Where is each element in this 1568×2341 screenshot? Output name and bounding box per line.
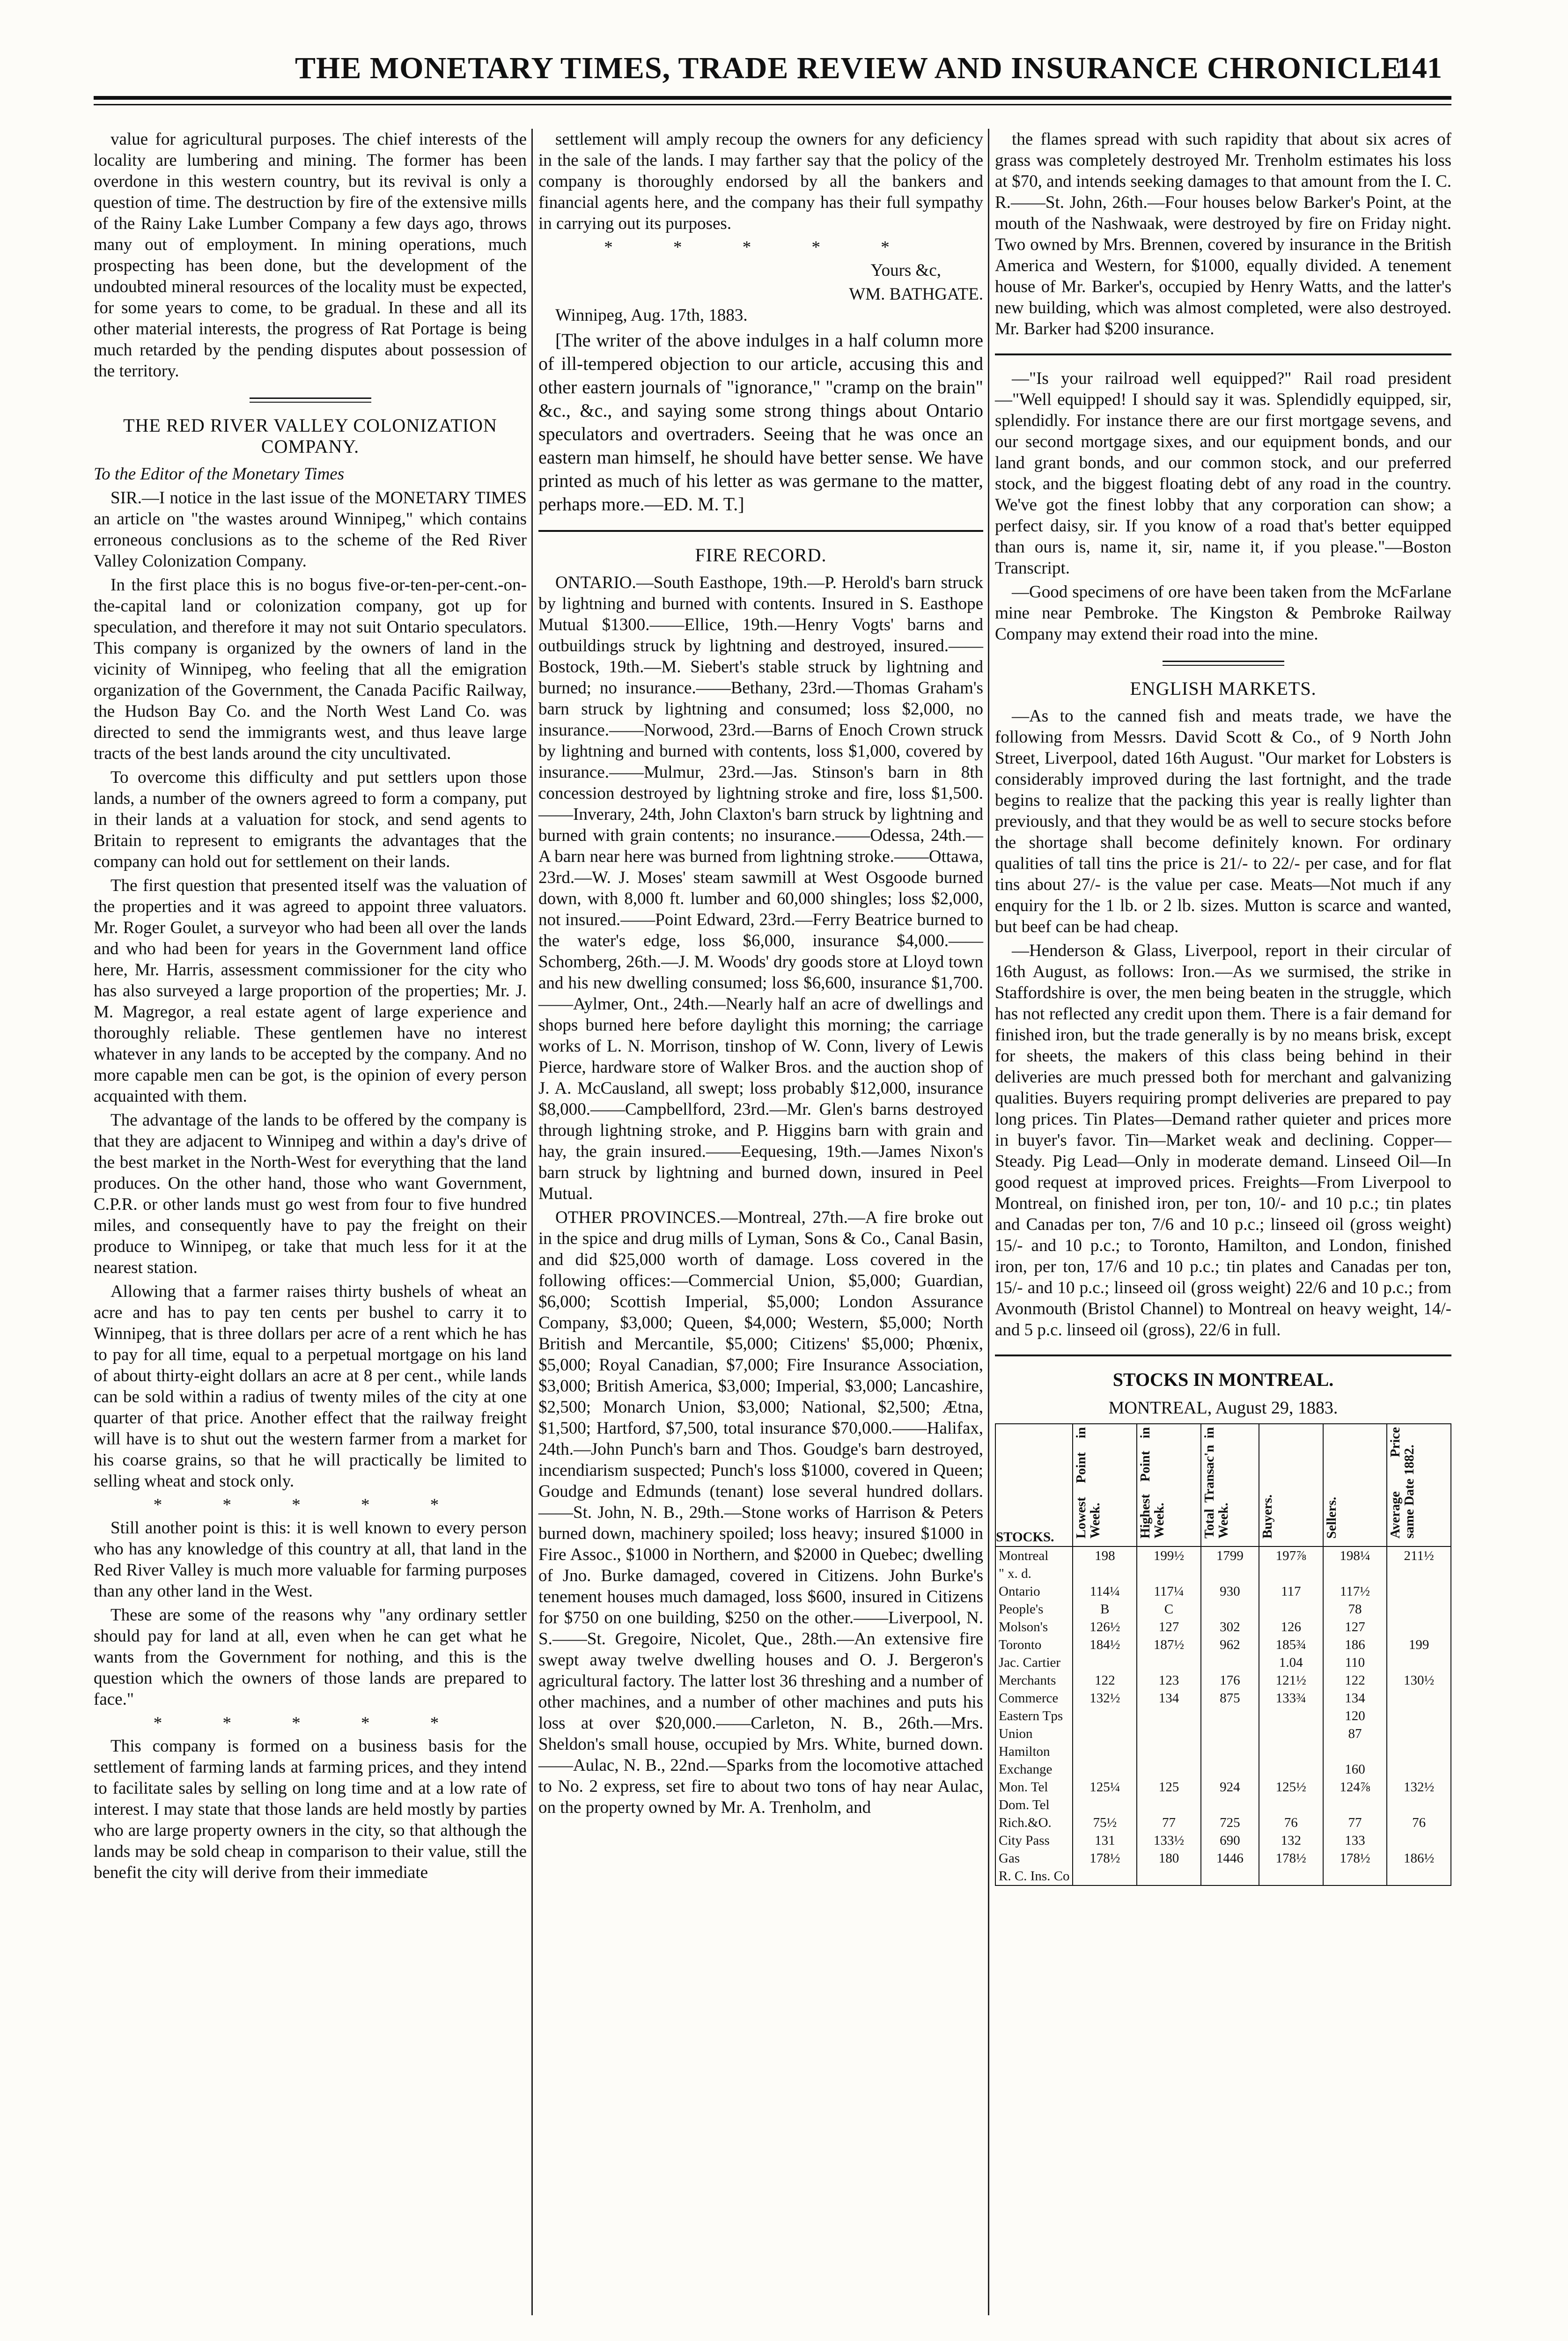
stock-cell: B bbox=[1073, 1600, 1137, 1618]
markets-paragraph: —Henderson & Glass, Liverpool, report in their circular of 16th August, as follows: Iron.—As we surmised, the strike in Staffordshire is over, the men being beaten in the struggle, which has not reflected any credit upon them. There is a fair demand for finished iron, but the trade generally is by no means brisk, except for sheets, the makers of this class being behind in their deliveries are much pressed both for merchant and galvanizing qualities. Buyers requiring prompt deliveries are prepared to pay long prices. Tin Plates—Demand rather quieter and prices more in buyer's favor. Tin—Market weak and declining. Copper—Steady. Pig Lead—Only in moderate demand. Linseed Oil—In good request at improved prices. Freights—From Liverpool to Montreal, on finished iron, per ton, 10/- and 10 p.c.; tin plates and Canadas per ton, 7/6 and 10 p.c.; linseed oil (gross weight) 15/- and 10 p.c.; to Toronto, Hamilton, and London, finished iron, per ton, 17/6 and 10 p.c.; tin plates and Canadas per ton, 15/- and 10 p.c.; linseed oil (gross weight) 22/6 and 10 p.c.; from Avonmouth (Bristol Channel) to Montreal on heavy weight, 14/- and 5 p.c. linseed oil (gross), 22/6 in full. bbox=[995, 941, 1451, 1340]
column-header-average: Average Price same Date 1882. bbox=[1387, 1424, 1451, 1546]
stock-name: People's bbox=[995, 1600, 1073, 1618]
fire-record-other-provinces: OTHER PROVINCES.—Montreal, 27th.—A fire broke out in the spice and drug mills of Lyman, Sons & Co., Canal Basin, and did $25,000 worth of damage. Loss covered in the following offices:—Commercial Union, $5,000; Guardian, $6,000; Scottish Imperial, $5,000; London Assurance Company, $3,000; Queen, $4,000; Western, $5,000; North British and Mercantile, $5,000; Citizens' $5,000; Phœnix, $5,000; Royal Canadian, $7,000; Fire Insurance Association, $3,000; British America, $3,000; Imperial, $3,000; Lancashire, $2,500; Monarch Union, $3,000; National, $2,500; Ætna, $1,500; Hartford, $7,500, total insurance $70,000.——Halifax, 24th.—John Punch's barn and Thos. Goudge's barn destroyed, incendiarism suspected; Punch's loss $1000, covered in Queen; Goudge and Edmunds (tenant) lose several hundred dollars.——St. John, N. B., 29th.—Stone works of Harrison & Peters burned down, machinery spoiled; loss heavy; insured $1000 in Fire Assoc., $1000 in Northern, and $2000 in Quebec; dwelling of Jno. Burke damaged, covered in Citizens. John Burke's tenement houses much damaged, loss $600, insured in Citizens for $750 on one building, $250 on the other.——Liverpool, N. S.——St. Gregoire, Nicolet, Que., 28th.—An extensive fire swept away twelve dwelling houses and O. J. Bergeron's agricultural factory. The latter lost 36 threshing and a number of other machines, and a number of other machines and puts his loss at over $20,000.——Carleton, N. B., 26th.—Mrs. Sheldon's small house, occupied by Mrs. White, burned down.——Aulac, N. B., 22nd.—Sparks from the locomotive attached to No. 2 express, set fire to about two tons of hay near Aulac, on the property owned by Mr. A. Trenholm, and bbox=[538, 1208, 983, 1817]
letter-paragraph: This company is formed on a business basis for the settlement of farming lands at farming prices, and they intend to facilitate sales by selling on long time and at a low rate of interest. I may state that those lands are held mostly by parties who are large property owners in the city, so that although the lands may be sold cheap in comparison to their value, still the benefit the city will derive from their immediate bbox=[94, 1737, 527, 1882]
stock-cell bbox=[1201, 1707, 1259, 1725]
table-row bbox=[995, 1546, 1451, 1565]
stock-cell: 134 bbox=[1137, 1689, 1201, 1707]
table-row bbox=[995, 1778, 1451, 1796]
stock-cell: 75½ bbox=[1073, 1814, 1137, 1832]
markets-paragraph: —As to the canned fish and meats trade, we have the following from Messrs. David Scott & Co., of 9 North John Street, Liverpool, dated 16th August. "Our market for Lobsters is considerably improved during the last fortnight, and the trade begins to realize that the packing this year is really lighter than previously, and that they would be as well to secure stocks before the shortage shall become definitely known. For ordinary qualities of tall tins the price is 21/- to 22/- per case, and for flat tins about 27/- is the value per case. Meats—Not much if any enquiry for the 1 lb. or 2 lb. sizes. Mutton is scarce and wanted, but beef can be had cheap. bbox=[995, 707, 1451, 936]
stock-cell: 126½ bbox=[1073, 1618, 1137, 1636]
stock-cell: 130½ bbox=[1387, 1671, 1451, 1689]
stock-cell bbox=[1259, 1565, 1323, 1583]
stock-cell: 725 bbox=[1201, 1814, 1259, 1832]
stock-cell: 178½ bbox=[1259, 1849, 1323, 1867]
column-header-total: Total Transac'n in Week. bbox=[1201, 1424, 1259, 1546]
stock-name: Montreal bbox=[995, 1546, 1073, 1565]
table-row bbox=[995, 1565, 1451, 1583]
stock-cell bbox=[1323, 1565, 1387, 1583]
letter-paragraph: Still another point is this: it is well known to every person who has any knowledge of this country at all, that land in the Red River Valley is much more valuable for farming purposes than any other land in the West. bbox=[94, 1518, 527, 1601]
table-row bbox=[995, 1636, 1451, 1654]
stock-name: Rich.&O. bbox=[995, 1814, 1073, 1832]
stock-cell bbox=[1387, 1707, 1451, 1725]
letter-paragraph: In the first place this is no bogus five-or-ten-per-cent.-on-the-capital land or colonization company, got up for speculation, and therefore it may not suit Ontario speculators. This company is organized by the owners of land in the vicinity of Winnipeg, who feeling that all the emigration organization of the Government, the Canada Pacific Railway, the Hudson Bay Co. and the North West Land Co. was directed to send the immigrants west, and thus leave large tracts of the best lands around the city uncultivated. bbox=[94, 575, 527, 763]
stock-cell: 1799 bbox=[1201, 1546, 1259, 1565]
stock-cell: 1.04 bbox=[1259, 1654, 1323, 1671]
stock-name: Jac. Cartier bbox=[995, 1654, 1073, 1671]
stock-cell bbox=[1137, 1743, 1201, 1760]
stock-cell bbox=[1259, 1760, 1323, 1778]
stock-cell: 127 bbox=[1137, 1618, 1201, 1636]
table-row bbox=[995, 1654, 1451, 1671]
letter-paragraph: settlement will amply recoup the owners for any deficiency in the sale of the lands. I may farther say that the policy of the company is thoroughly endorsed by all the bankers and financial agents here, and the company has their full sympathy in carrying out its purposes. bbox=[538, 130, 983, 233]
header-rule-thin bbox=[94, 104, 1451, 105]
stock-cell: 127 bbox=[1323, 1618, 1387, 1636]
column-header-sellers: Sellers. bbox=[1323, 1424, 1387, 1546]
column-header-stocks: STOCKS. bbox=[995, 1424, 1073, 1546]
stock-cell bbox=[1387, 1583, 1451, 1600]
stock-cell bbox=[1387, 1743, 1451, 1760]
stock-cell: 117 bbox=[1259, 1583, 1323, 1600]
page-header bbox=[94, 51, 1451, 93]
letter-paragraph: Allowing that a farmer raises thirty bushels of wheat an acre and has to pay ten cents per bushel to carry it to Winnipeg, that is three dollars per acre of a rent which he has to pay for all time, equal to a perpetual mortgage on his land of about thirty-eight dollars an acre at 8 per cent., while lands can be sold within a radius of twenty miles of the city at one quarter of that price. Another effect that the railway freight will have is to shut out the western farmer from a market for his coarse grains, so that he will practically be limited to selling wheat and stock only. bbox=[94, 1282, 527, 1491]
column-divider-2 bbox=[988, 129, 989, 2315]
letter-signature: WM. BATHGATE. bbox=[849, 285, 983, 304]
stock-cell: 87 bbox=[1323, 1725, 1387, 1743]
stock-cell bbox=[1387, 1618, 1451, 1636]
stock-cell bbox=[1201, 1760, 1259, 1778]
fire-record-continuation: the flames spread with such rapidity that about six acres of grass was completely destroyed Mr. Trenholm estimates his loss at $70, and intends seeking damages to that amount from the I. C. R.——St. John, 26th.—Four houses below Barker's Point, at the mouth of the Nashwaak, were destroyed by fire on Friday night. Two owned by Mrs. Brennen, covered by insurance in the British America and Western, for $1000, equally divided. A tenement house of Mr. Barker's, occupied by Henry Watts, and the latter's new building, which was almost completed, were also destroyed. Mr. Barker had $200 insurance. bbox=[995, 130, 1451, 339]
table-row bbox=[995, 1707, 1451, 1725]
stock-cell bbox=[1201, 1867, 1259, 1885]
stock-cell bbox=[1387, 1867, 1451, 1885]
section-rule bbox=[995, 1355, 1451, 1359]
stock-cell bbox=[1137, 1707, 1201, 1725]
stock-cell: 123 bbox=[1137, 1671, 1201, 1689]
stock-cell: 132½ bbox=[1387, 1778, 1451, 1796]
stock-name: Toronto bbox=[995, 1636, 1073, 1654]
stock-cell bbox=[1201, 1565, 1259, 1583]
stock-cell bbox=[1073, 1725, 1137, 1743]
railroad-anecdote: —"Is your railroad well equipped?" Rail road president—"Well equipped! I should say it was. Splendidly equipped, sir, splendidly. For instance there are our first mortgage sevens, and our second mortgage sixes, and our equipment bonds, and our land grant bonds, and our common stock, and our preferred stock, and the biggest floating debt of any road in the country. We've got the finest lobby that any corporation can show; a perfect daisy, sir. If you know of a road that's better equipped than ours is, name it, sir, name it, if you please."—Boston Transcript. bbox=[995, 369, 1451, 578]
stock-cell: 125 bbox=[1137, 1778, 1201, 1796]
letter-dateline: Winnipeg, Aug. 17th, 1883. bbox=[555, 306, 748, 325]
column-3 bbox=[995, 129, 1451, 1886]
stock-cell: 199½ bbox=[1137, 1546, 1201, 1565]
stock-cell: 924 bbox=[1201, 1778, 1259, 1796]
header-rule-thick bbox=[94, 96, 1451, 100]
table-row bbox=[995, 1618, 1451, 1636]
stock-name: Exchange bbox=[995, 1760, 1073, 1778]
stock-cell: 180 bbox=[1137, 1849, 1201, 1867]
stock-cell: 930 bbox=[1201, 1583, 1259, 1600]
stock-cell: 120 bbox=[1323, 1707, 1387, 1725]
table-row bbox=[995, 1583, 1451, 1600]
stock-cell bbox=[1259, 1796, 1323, 1814]
article-separator bbox=[250, 398, 371, 403]
stock-cell bbox=[1323, 1867, 1387, 1885]
stock-cell: 962 bbox=[1201, 1636, 1259, 1654]
column-header-lowest: Lowest Point in Week. bbox=[1073, 1424, 1137, 1546]
column-2 bbox=[538, 129, 983, 1821]
letter-paragraph: The advantage of the lands to be offered by the company is that they are adjacent to Winnipeg and within a day's drive of the best market in the North-West for everything that the land produces. On the other hand, those who want Government, C.P.R. or other lands must go west from four to five hundred miles, and consequently have to pay the freight on their produce to Winnipeg, or take that much less for it at the nearest station. bbox=[94, 1111, 527, 1277]
stock-cell bbox=[1137, 1867, 1201, 1885]
stock-cell: 132 bbox=[1259, 1832, 1323, 1849]
table-row bbox=[995, 1671, 1451, 1689]
stock-name: Commerce bbox=[995, 1689, 1073, 1707]
table-row bbox=[995, 1760, 1451, 1778]
stock-cell: 134 bbox=[1323, 1689, 1387, 1707]
stock-cell: 76 bbox=[1387, 1814, 1451, 1832]
stocks-table-header-row bbox=[995, 1424, 1451, 1546]
stock-cell: 160 bbox=[1323, 1760, 1387, 1778]
stock-cell: 114¼ bbox=[1073, 1583, 1137, 1600]
stock-cell: 77 bbox=[1323, 1814, 1387, 1832]
letter-paragraph: To overcome this difficulty and put settlers upon those lands, a number of the owners agreed to form a company, put in their lands at a valuation for stock, and send agents to Britain to represent to emigrants the advantages that the company can hold out for settlement on their lands. bbox=[94, 768, 527, 871]
letter-paragraph: The first question that presented itself was the valuation of the properties and it was agreed to appoint three valuators. Mr. Roger Goulet, a surveyor who had been all over the lands and who had been for years in the Government land office here, Mr. Harris, assessment commissioner for the city who has also surveyed a large proportion of the properties; Mr. J. M. Magregor, a real estate agent of large experience and thoroughly reliable. These gentlemen have no interest whatever in any lands to be accepted by the company. And no more capable men can be got, is the opinion of every person acquainted with them. bbox=[94, 876, 527, 1106]
stock-cell bbox=[1259, 1867, 1323, 1885]
stock-cell: 126 bbox=[1259, 1618, 1323, 1636]
stock-cell: 184½ bbox=[1073, 1636, 1137, 1654]
stock-cell bbox=[1259, 1743, 1323, 1760]
stock-cell bbox=[1323, 1796, 1387, 1814]
stock-cell bbox=[1073, 1654, 1137, 1671]
stock-cell bbox=[1387, 1760, 1451, 1778]
article-separator bbox=[1163, 661, 1284, 666]
table-row bbox=[995, 1814, 1451, 1832]
fire-record-ontario: ONTARIO.—South Easthope, 19th.—P. Herold's barn struck by lightning and burned with contents. Insured in S. Easthope Mutual $1300.——Ellice, 19th.—Henry Vogts' barns and outbuildings struck by lightning and destroyed, insured.——Bostock, 19th.—M. Siebert's stable struck by lightning and burned; no insurance.——Bethany, 23rd.—Thomas Graham's barn struck by lightning and consumed; loss $2,000, no insurance.——Norwood, 23rd.—Barns of Enoch Crown struck by lightning and burned with contents, loss $1,000, covered by insurance.——Mulmur, 23rd.—Jas. Stinson's barn in 8th concession destroyed by lightning stroke and fire, loss $1,500.——Inverary, 24th, John Claxton's barn struck by lightning and burned with grain contents; no insurance.——Odessa, 24th.—A barn near here was burned from lightning stroke.——Ottawa, 23rd.—W. J. Moses' steam sawmill at West Osgoode burned down, with 8,000 ft. lumber and 60,000 shingles; loss $2,000, not insured.——Point Edward, 23rd.—Ferry Beatrice burned to the water's edge, loss $6,000, insurance $4,000.——Schomberg, 26th.—J. M. Woods' dry goods store at Lloyd town and his new dwelling consumed; loss $6,600, insurance $1,700.——Aylmer, Ont., 24th.—Nearly half an acre of dwellings and shops burned here before daylight this morning; the carriage works of L. N. Morrison, tinshop of W. Conn, livery of Lewis Pierce, hardware store of Walker Bros. and the auction shop of J. A. McCausland, all swept; loss probably $12,000, insurance $8,000.——Campbellford, 23rd.—Mr. Glen's barns destroyed through lightning stroke, and P. Higgins barn with grain and hay, the grain insured.——Eequesing, 19th.—James Nixon's barn struck by lightning and burned down, insured in Peel Mutual. bbox=[538, 573, 983, 1203]
ellipsis-stars: * * * * * bbox=[153, 1714, 467, 1733]
stock-name: Ontario bbox=[995, 1583, 1073, 1600]
stock-cell bbox=[1137, 1760, 1201, 1778]
newspaper-title: THE MONETARY TIMES, TRADE REVIEW AND INSURANCE CHRONICLE bbox=[295, 51, 1402, 85]
stock-cell: 186½ bbox=[1387, 1849, 1451, 1867]
stock-cell: 198 bbox=[1073, 1546, 1137, 1565]
stock-name: Gas bbox=[995, 1849, 1073, 1867]
letter-paragraph: SIR.—I notice in the last issue of the MONETARY TIMES an article on "the wastes around Winnipeg," which contains erroneous conclusions as to the scheme of the Red River Valley Colonization Company. bbox=[94, 488, 527, 571]
table-row bbox=[995, 1743, 1451, 1760]
fire-record-heading: FIRE RECORD. bbox=[695, 545, 827, 566]
stock-cell: 125½ bbox=[1259, 1778, 1323, 1796]
stock-cell: 121½ bbox=[1259, 1671, 1323, 1689]
section-rule bbox=[538, 530, 983, 534]
stock-name: Eastern Tps bbox=[995, 1707, 1073, 1725]
editor-note: [The writer of the above indulges in a half column more of ill-tempered objection to our article, accusing this and other eastern journals of "ignorance," "cramp on the brain" &c., &c., and saying some strong things about Ontario speculators and overtraders. Seeing that he was once an eastern man himself, he should have better sense. We have printed as much of his letter as was germane to the matter, perhaps more.—ED. M. T.] bbox=[538, 330, 983, 515]
table-row bbox=[995, 1867, 1451, 1885]
stock-name: Molson's bbox=[995, 1618, 1073, 1636]
table-row bbox=[995, 1796, 1451, 1814]
stock-cell bbox=[1387, 1565, 1451, 1583]
stock-name: Union bbox=[995, 1725, 1073, 1743]
stock-name: City Pass bbox=[995, 1832, 1073, 1849]
stock-cell: 875 bbox=[1201, 1689, 1259, 1707]
stock-cell bbox=[1073, 1743, 1137, 1760]
stock-cell: 176 bbox=[1201, 1671, 1259, 1689]
stock-cell: 302 bbox=[1201, 1618, 1259, 1636]
stock-cell: 131 bbox=[1073, 1832, 1137, 1849]
column-header-highest: Highest Point in Week. bbox=[1137, 1424, 1201, 1546]
english-markets-heading: ENGLISH MARKETS. bbox=[1130, 678, 1317, 699]
stock-cell bbox=[1073, 1707, 1137, 1725]
stock-cell: 132½ bbox=[1073, 1689, 1137, 1707]
stock-cell: 122 bbox=[1323, 1671, 1387, 1689]
letter-closing: Yours &c, bbox=[870, 261, 941, 280]
table-row bbox=[995, 1849, 1451, 1867]
stock-cell: C bbox=[1137, 1600, 1201, 1618]
stock-cell: 117½ bbox=[1323, 1583, 1387, 1600]
stock-name: Merchants bbox=[995, 1671, 1073, 1689]
stock-cell bbox=[1073, 1565, 1137, 1583]
table-row bbox=[995, 1725, 1451, 1743]
article-heading: THE RED RIVER VALLEY COLONIZATION COMPANY. bbox=[123, 415, 497, 457]
stock-cell bbox=[1201, 1600, 1259, 1618]
column-divider-1 bbox=[531, 129, 533, 2315]
stock-cell: 178½ bbox=[1323, 1849, 1387, 1867]
stock-name: Hamilton bbox=[995, 1743, 1073, 1760]
stock-cell: 124⅞ bbox=[1323, 1778, 1387, 1796]
stock-cell: 178½ bbox=[1073, 1849, 1137, 1867]
page-number: 141 bbox=[1397, 51, 1442, 84]
stock-cell bbox=[1259, 1600, 1323, 1618]
stock-cell: 187½ bbox=[1137, 1636, 1201, 1654]
column-header-buyers: Buyers. bbox=[1259, 1424, 1323, 1546]
stock-cell bbox=[1259, 1707, 1323, 1725]
stock-cell: 211½ bbox=[1387, 1546, 1451, 1565]
stock-cell: 77 bbox=[1137, 1814, 1201, 1832]
stock-cell: 110 bbox=[1323, 1654, 1387, 1671]
table-row bbox=[995, 1832, 1451, 1849]
stock-cell bbox=[1137, 1725, 1201, 1743]
stock-cell: 117¼ bbox=[1137, 1583, 1201, 1600]
stock-cell bbox=[1073, 1760, 1137, 1778]
stock-cell: 76 bbox=[1259, 1814, 1323, 1832]
stock-cell bbox=[1387, 1689, 1451, 1707]
letter-paragraph: These are some of the reasons why "any ordinary settler should pay for land at all, even when he can get what he wants from the Government for nothing, and this is the question which the owners of those lands are prepared to face." bbox=[94, 1605, 527, 1709]
stock-cell: 133½ bbox=[1137, 1832, 1201, 1849]
stock-cell: 1446 bbox=[1201, 1849, 1259, 1867]
ore-news-item: —Good specimens of ore have been taken from the McFarlane mine near Pembroke. The Kingston & Pembroke Railway Company may extend their road into the mine. bbox=[995, 582, 1451, 644]
stock-name: R. C. Ins. Co bbox=[995, 1867, 1073, 1885]
stock-cell bbox=[1323, 1743, 1387, 1760]
stock-cell: 199 bbox=[1387, 1636, 1451, 1654]
stock-cell bbox=[1201, 1796, 1259, 1814]
stock-cell bbox=[1137, 1654, 1201, 1671]
stock-cell bbox=[1201, 1654, 1259, 1671]
stock-cell bbox=[1201, 1725, 1259, 1743]
stock-name: " x. d. bbox=[995, 1565, 1073, 1583]
stock-cell: 125¼ bbox=[1073, 1778, 1137, 1796]
stock-cell: 186 bbox=[1323, 1636, 1387, 1654]
stock-cell bbox=[1387, 1725, 1451, 1743]
stock-cell bbox=[1201, 1743, 1259, 1760]
stocks-dateline: MONTREAL, August 29, 1883. bbox=[1108, 1398, 1338, 1418]
stock-cell bbox=[1387, 1796, 1451, 1814]
stocks-table bbox=[995, 1423, 1451, 1886]
stock-cell bbox=[1259, 1725, 1323, 1743]
stocks-heading: STOCKS IN MONTREAL. bbox=[1112, 1369, 1334, 1390]
table-row bbox=[995, 1689, 1451, 1707]
stock-cell: 198¼ bbox=[1323, 1546, 1387, 1565]
stock-cell: 122 bbox=[1073, 1671, 1137, 1689]
stock-cell: 690 bbox=[1201, 1832, 1259, 1849]
stock-cell: 197⅞ bbox=[1259, 1546, 1323, 1565]
stock-cell bbox=[1387, 1832, 1451, 1849]
section-rule bbox=[995, 353, 1451, 358]
article-continuation: value for agricultural purposes. The chief interests of the locality are lumbering and mining. The former has been overdone in this western country, but its revival is only a question of time. The destruction by fire of the extensive mills of the Rainy Lake Lumber Company a few days ago, throws many out of employment. In mining operations, much prospecting has been done, but the development of the undoubted mineral resources of the locality must be expected, for some years to come, to be gradual. In these and all its other material interests, the progress of Rat Portage is being much retarded by the pending disputes about possession of the territory. bbox=[94, 130, 527, 381]
stock-name: Mon. Tel bbox=[995, 1778, 1073, 1796]
stock-cell bbox=[1387, 1600, 1451, 1618]
stock-cell bbox=[1073, 1867, 1137, 1885]
stock-cell: 133 bbox=[1323, 1832, 1387, 1849]
stock-cell bbox=[1387, 1654, 1451, 1671]
column-1 bbox=[94, 129, 527, 1886]
ellipsis-stars: * * * * * bbox=[153, 1495, 467, 1515]
ellipsis-stars: * * * * * bbox=[604, 238, 918, 257]
stock-cell: 78 bbox=[1323, 1600, 1387, 1618]
stock-cell bbox=[1073, 1796, 1137, 1814]
stock-name: Dom. Tel bbox=[995, 1796, 1073, 1814]
stock-cell bbox=[1137, 1565, 1201, 1583]
stock-cell: 185¾ bbox=[1259, 1636, 1323, 1654]
stock-cell bbox=[1137, 1796, 1201, 1814]
table-row bbox=[995, 1600, 1451, 1618]
letter-salutation-line: To the Editor of the Monetary Times bbox=[94, 464, 345, 484]
stock-cell: 133¾ bbox=[1259, 1689, 1323, 1707]
